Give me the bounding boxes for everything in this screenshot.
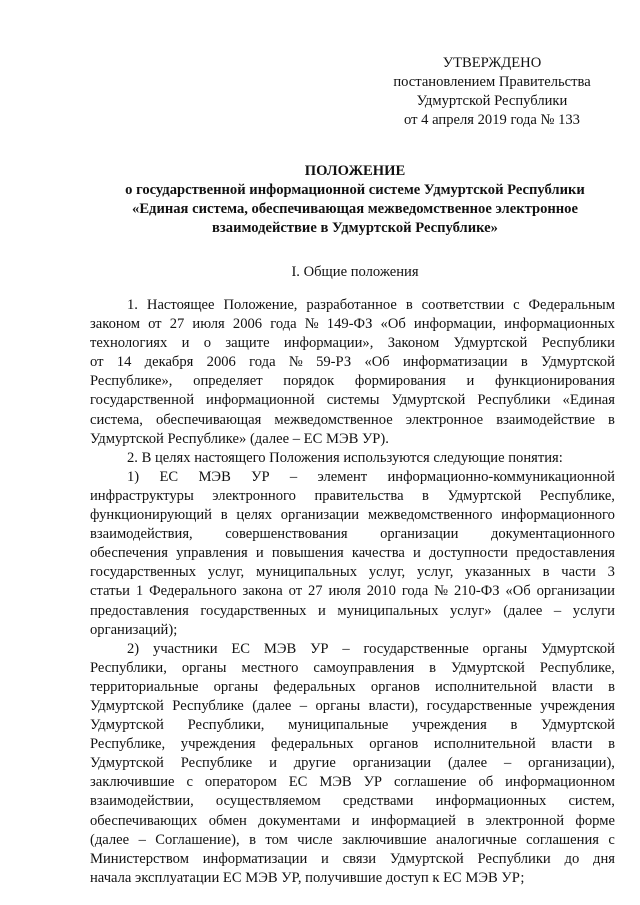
title-line: взаимодействие в Удмуртской Республике» <box>212 220 498 236</box>
body-line: государственной информационной системы Удмуртской Республики «Единая <box>90 392 615 409</box>
body-line: организаций); <box>90 621 178 638</box>
body-line: Министерством информатизации и связи Удмуртской Республики до дня <box>90 850 615 867</box>
body-line: Республике, учреждения федеральных органов исполнительной власти в <box>90 736 615 753</box>
approval-line: постановлением Правительства <box>393 74 591 90</box>
body-line: Республике», определяет порядок формирования и функционирования <box>90 373 615 390</box>
body-line: технологиях и о защите информации», Законом Удмуртской Республики <box>90 335 615 352</box>
body-line: законом от 27 июля 2006 года № 149-ФЗ «Об информации, информационных <box>90 316 615 333</box>
title-line: ПОЛОЖЕНИЕ <box>304 163 406 179</box>
body-line: взаимодействии, осуществляемом средствами информационных систем, <box>90 793 615 810</box>
body-line: Удмуртской Республике и другие организации (далее – организации), <box>90 755 615 772</box>
body-line: статьи 1 Федерального закона от 27 июля 2010 года № 210-ФЗ «Об организации <box>90 583 615 600</box>
body-line: обеспечивающих обмен документами и информацией в электронной форме <box>90 812 615 829</box>
body-line: предоставления государственных и муниципальных услуг» (далее – услуги <box>90 602 615 619</box>
body-line: начала эксплуатации ЕС МЭВ УР, получившие доступ к ЕС МЭВ УР; <box>90 869 525 886</box>
title-line: о государственной информационной системе Удмуртской Республики <box>125 182 585 198</box>
body-text <box>90 296 615 888</box>
approval-line: от 4 апреля 2019 года № 133 <box>404 112 580 128</box>
body-line: Удмуртской Республике» (далее – ЕС МЭВ УР). <box>90 430 389 447</box>
body-line: (далее – Соглашение), в том числе заключившие аналогичные соглашения с <box>90 831 615 848</box>
approval-line: УТВЕРЖДЕНО <box>442 55 542 71</box>
approval-line: Удмуртской Республики <box>416 93 568 109</box>
body-line: система, обеспечивающая межведомственное электронное взаимодействие в <box>90 411 615 428</box>
body-line: 1. Настоящее Положение, разработанное в соответствии с Федеральным <box>127 297 615 313</box>
body-line: 2) участники ЕС МЭВ УР – государственные органы Удмуртской <box>127 640 615 657</box>
document-title <box>90 162 620 238</box>
body-line: обеспечения управления и повышения качества и доступности предоставления <box>90 545 615 562</box>
body-line: взаимодействия, совершенствования организации документационного <box>90 526 615 543</box>
body-line: инфраструктуры электронного правительства в Удмуртской Республике, <box>90 487 615 504</box>
body-line: территориальные органы федеральных органов исполнительной власти в <box>90 678 615 695</box>
body-line: государственных услуг, муниципальных услуг, услуг, указанных в части 3 <box>90 564 615 581</box>
body-line: от 14 декабря 2006 года № 59-РЗ «Об информатизации в Удмуртской <box>90 354 615 371</box>
approval-stamp <box>372 54 612 130</box>
title-line: «Единая система, обеспечивающая межведомственное электронное <box>132 201 578 217</box>
body-line: 1) ЕС МЭВ УР – элемент информационно-коммуникационной <box>127 468 615 485</box>
body-line: Республики, органы местного самоуправления в Удмуртской Республике, <box>90 659 615 676</box>
body-line: заключившие с оператором ЕС МЭВ УР соглашение об информационном <box>90 774 615 791</box>
body-line: 2. В целях настоящего Положения используются следующие понятия: <box>127 449 563 466</box>
body-line: функционирующий в целях организации межведомственного информационного <box>90 507 615 524</box>
body-line: Удмуртской Республике (далее – органы власти), государственные учреждения <box>90 697 615 714</box>
body-line: Удмуртской Республики, муниципальные учреждения в Удмуртской <box>90 717 615 734</box>
section-title: I. Общие положения <box>291 264 419 280</box>
